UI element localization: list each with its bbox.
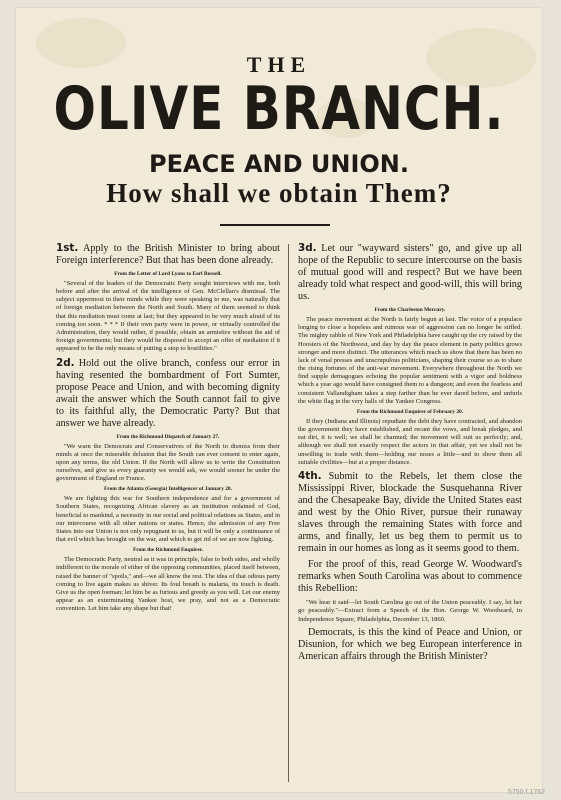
column-divider (288, 244, 289, 782)
quote-charleston: The peace movement at the North is fairly begun at last. The voice of a populace longing to close a hopeless and ruinous war of aggression can no longer be stifled. The mighty rabble of New York and Philadelphia have caught up the cry raised by the Hoosiers of the Northwest, and day by day the peace element in party politics grows stronger and more distinct. The utterances which reach us show that there has been no lack of venal presses and unscrupulous politicians, shaping their course so as to share the rising fortunes of the anti-war movement. Everywhere throughout the North we find supple demagogues echoing the popular sentiment with a vigor and boldness which a year ago would have consigned them to a dungeon; and even the fearless and consistent Vallandigham takes a step farther than he ever dared before, and unfurls the white flag in the very halls of the Yankee Congress. (298, 315, 522, 405)
point-3 (298, 242, 522, 303)
point-2 (56, 357, 280, 430)
point-text: Apply to the British Minister to bring about Foreign interference? But that has been done already. (56, 243, 280, 267)
point-text: Submit to the Rebels, let them close the Mississippi River, blockade the Susquehanna River and the Chesapeake Bay, divide the United States east and west by the Ohio River, pursue their runaway slaves through the remaining States with force and arms, and finally, let us beg them to permit us to remain in our homes as long as it seems good to them. (298, 470, 522, 555)
quote-enquirer-feb: If they (Indiana and Illinois) repudiate the debt they have contracted, and abandon the government they have established, and recant the vows, and break pledges, and eat dirt, it is well; we shall be charmed; the movement will suit us perfectly; and, although we shall not exactly respect the actors in that affair, yet we shall not be unwilling to trade with them—holding our noses a little—and to show them all suitable civilities—but at a proper distance. (298, 417, 522, 466)
quote-woodward: "We hear it said—let South Carolina go out of the Union peaceably. I say, let her go peaceably."—Extract from a Speech of the Hon. George W. Woodward, in Independence Square, Philadelphia, December 13, 1860. (298, 599, 522, 623)
right-column (298, 242, 522, 667)
title-rule (220, 224, 330, 226)
source-heading: From the Richmond Enquirer. (133, 547, 203, 554)
title-olive-branch: OLIVE BRANCH. (53, 74, 505, 144)
subtitle-peace-union: PEACE AND UNION. (149, 150, 409, 178)
source-heading: From the Richmond Enquirer of February 20. (356, 409, 464, 416)
point-number: 4th. (298, 469, 322, 482)
question-heading: How shall we obtain Them? (106, 178, 452, 208)
quote-atlanta: We are fighting this war for Southern independence and for a government of Southern States, recognizing African slavery as an institution ordained of God, beneficial to mankind, a necessity in our social and political relations as States, and in our intercourse with all other nations or states. Hence, the admission of any Free States into our Union is not only repugnant to us, but it will be only a continuance of that evil which has brought on the war, and which to get rid of we are now fighting. (56, 495, 280, 544)
quote-lyons: "Several of the leaders of the Democratic Party sought interviews with me, both before and after the arrival of the intelligence of Gen. McClellan's dismissal. The subject uppermost in their minds while they were speaking to me, was naturally that of foreign mediation between the North and South. Many of them seemed to think that this mediation must come at last; but they appeared to be very much afraid of its coming too soon. * * * If their own party were in power, or virtually controlled the Administration, they would rather, if possible, obtain an armistice without the aid of foreign governments; but they would be disposed to accept an offer of mediation if it appeared to be the only means of putting a stop to hostilities." (56, 279, 280, 353)
point-number: 1st. (56, 242, 79, 254)
closing-question: Democrats, is this the kind of Peace and Union, or Disunion, for which we beg European interference in American affairs through the British Minister? (298, 626, 522, 662)
point-number: 3d. (298, 242, 317, 254)
point-number: 2d. (56, 356, 75, 369)
source-heading: From the Letter of Lord Lyons to Earl Russell. (114, 271, 222, 278)
source-heading: From the Richmond Dispatch of January 27. (116, 433, 220, 440)
source-heading: From the Atlanta (Georgia) Intelligencer of January 20. (104, 486, 232, 493)
left-column (56, 242, 280, 617)
source-heading: From the Charleston Mercury. (374, 307, 446, 314)
masthead (16, 8, 542, 238)
accession-number: 5750.f.1762 (508, 789, 545, 796)
point-4 (298, 470, 522, 555)
quote-richmond-enquirer: The Democratic Party, neutral as it was in principle, false to both sides, and wholly indifferent to the morale of either of the opposing communities, placed itself between, raised the banner of "spoils," and—we all know the rest. The idea of that odious party coming to live again makes us shiver. Its foul breath is malaria, its touch is death. Give us the open foeman; let him be as furious and greedy as you will. Let our enemy appear as an exterminating Yankee host, we pray, and not as a Democratic convention. Let him take any shape but that! (56, 556, 281, 613)
quote-richmond-dispatch: "We warn the Democrats and Conservatives of the North to dismiss from their minds at once the miserable delusion that the South can ever consent to enter again, upon any terms, the old Union. If the North will allow us to write the Constitution ourselves, and give us every guaranty we would ask, we would sooner be under the government of England or France. (56, 442, 280, 483)
point-text: Let our "wayward sisters" go, and give up all hope of the Republic to secure intercourse on the basis of mutual good will and respect? But we have been already told what respect and good-will, this will bring us. (298, 243, 522, 303)
point-1 (56, 242, 280, 267)
point-text: Hold out the olive branch, confess our error in having resented the bombardment of Fort Sumter, propose Peace and Union, and with becoming dignity await the answer which the South cannot fail to give to its faithful ally, the Democratic Party? But that answer we have already. (56, 357, 280, 429)
broadside-page (16, 8, 542, 792)
proof-paragraph: For the proof of this, read George W. Woodward's remarks when South Carolina was about to commence this Rebellion: (298, 559, 522, 595)
the-heading: THE (246, 52, 312, 77)
